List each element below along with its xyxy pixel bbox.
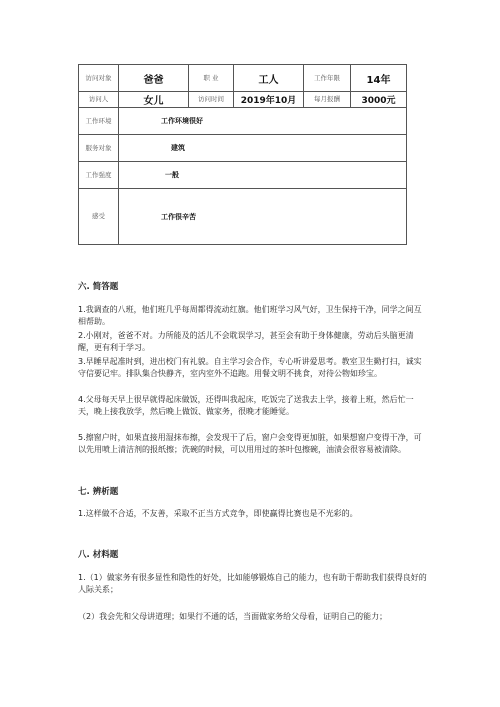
interview-form-table bbox=[78, 64, 407, 245]
service-target-value: 建筑 bbox=[171, 144, 185, 152]
environment-value: 工作环境很好 bbox=[161, 117, 203, 125]
visitor-label: 访问人 bbox=[79, 92, 119, 108]
section-8-title: 八. 材料题 bbox=[78, 550, 119, 560]
section-8-item-2: （2）我会先和父母讲道理；如果行不通的话，当面做家务给父母看，证明自己的能力； bbox=[78, 612, 388, 621]
section-6-item-1: 1.我调查的八班，他们班几乎每周都得流动红旗。他们班学习风气好，卫生保持干净，同学之间互相帮助。 bbox=[78, 305, 422, 326]
visit-time-value: 2019年10月 bbox=[234, 92, 304, 108]
form-row-intensity bbox=[79, 162, 407, 189]
job-value: 工人 bbox=[234, 65, 304, 92]
section-7-item-1: 1.这样做不合适，不友善，采取不正当方式竞争，即使赢得比赛也是不光彩的。 bbox=[78, 509, 358, 518]
work-years-value: 14年 bbox=[351, 65, 407, 92]
form-row-feeling bbox=[79, 189, 407, 245]
form-row-1 bbox=[79, 65, 407, 92]
environment-label: 工作环境 bbox=[79, 108, 119, 135]
section-6-item-5: 5.擦窗户时，如果直接用湿抹布擦，会发现干了后，窗户会变得更加脏，如果想窗户变得干净，可以先用喷上清洁剂的报纸擦；洗碗的时候，可以用用过的茶叶包擦碗，油渍会很容易被清除。 bbox=[78, 433, 422, 454]
feeling-value: 工作很辛苦 bbox=[161, 212, 196, 221]
section-6-item-4: 4.父母每天早上很早就得起床做饭，还得叫我起床，吃饭完了送我去上学，接着上班，然后忙一天，晚上接我放学，然后晚上做饭、做家务，很晚才能睡觉。 bbox=[78, 395, 414, 416]
section-7-title: 七. 辨析题 bbox=[78, 487, 119, 497]
section-6-item-2: 2.小刚对，爸爸不对。力所能及的活儿不会耽误学习，甚至会有助于身体健康，劳动后头脑更清醒，更有利于学习。 bbox=[78, 331, 414, 352]
visitor-value: 女儿 bbox=[119, 92, 189, 108]
form-row-environment bbox=[79, 108, 407, 135]
form-row-2 bbox=[79, 92, 407, 108]
visitee-label: 访问对象 bbox=[79, 65, 119, 92]
form-row-service-target bbox=[79, 135, 407, 162]
section-6-item-3: 3.早睡早起准时到，进出校门有礼貌。自主学习会合作，专心听讲爱思考。教室卫生勤打扫，诚实守信要记牢。排队集合快静齐，室内室外不追跑。用餐文明不挑食，对待公物如珍宝。 bbox=[78, 357, 422, 378]
intensity-value: 一般 bbox=[165, 171, 179, 179]
work-years-label: 工作年限 bbox=[304, 65, 351, 92]
monthly-pay-label: 每月报酬 bbox=[304, 92, 351, 108]
intensity-label: 工作强度 bbox=[79, 162, 119, 189]
feeling-label: 感受 bbox=[79, 189, 119, 245]
monthly-pay-value: 3000元 bbox=[351, 92, 407, 108]
section-6-title: 六. 简答题 bbox=[78, 282, 119, 292]
section-8-item-1: 1.（1）做家务有很多显性和隐性的好处，比如能够锻炼自己的能力，也有助于帮助我们获得良好的人际关系； bbox=[78, 573, 427, 594]
visit-time-label: 访问时间 bbox=[189, 92, 234, 108]
service-target-label: 服务对象 bbox=[79, 135, 119, 162]
visitee-value: 爸爸 bbox=[119, 65, 189, 92]
job-label: 职 业 bbox=[189, 65, 234, 92]
